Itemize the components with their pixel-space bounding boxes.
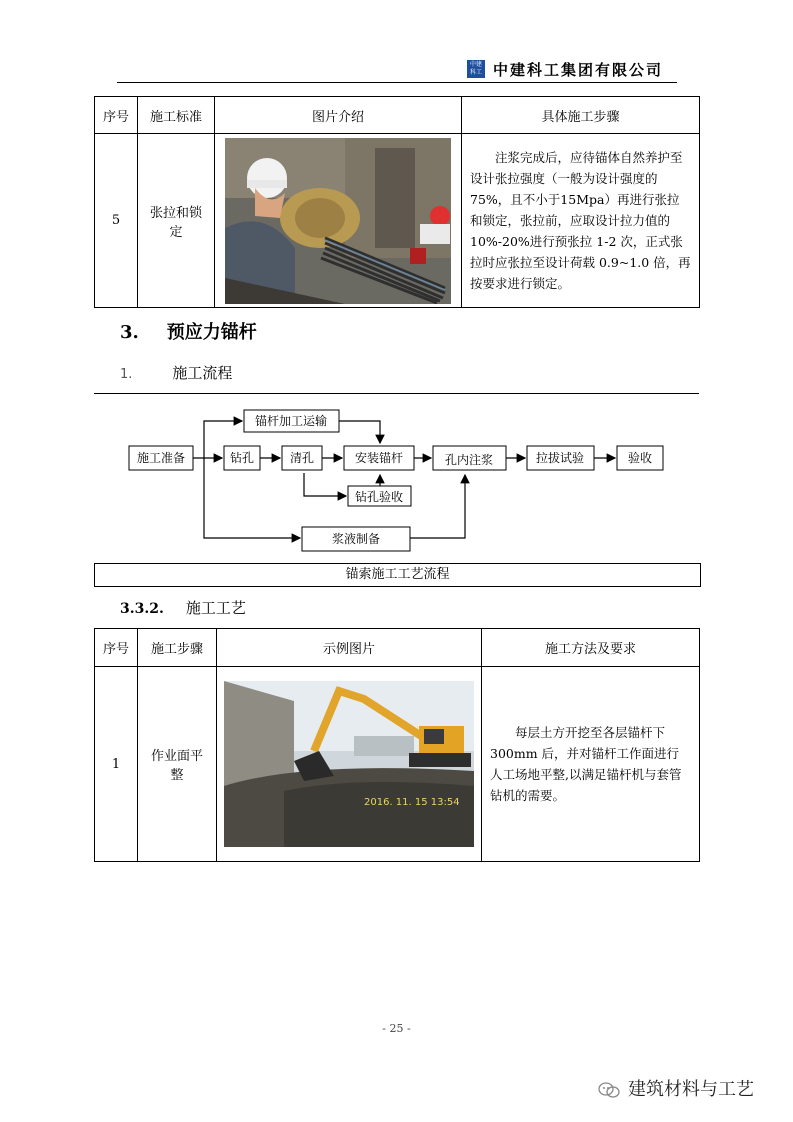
col-header-step: 施工步骤 — [138, 629, 217, 667]
flow-label-install: 安装锚杆 — [354, 451, 404, 465]
subsection-heading-flow — [120, 362, 232, 383]
standard-line1: 张拉和锁 — [149, 205, 202, 221]
tensioning-photo — [225, 138, 451, 304]
section-title: 预应力锚杆 — [166, 322, 257, 343]
row-step — [138, 667, 217, 862]
step-line1: 作业面平 — [150, 749, 203, 764]
flow-label-grout: 孔内注浆 — [444, 453, 494, 467]
col-header-no: 序号 — [95, 97, 138, 134]
watermark-text: 建筑材料与工艺 — [628, 1079, 754, 1100]
flow-label-accept: 验收 — [627, 451, 653, 465]
row-photo-cell — [217, 667, 482, 862]
flowchart — [94, 396, 699, 562]
subsection-title: 施工工艺 — [185, 599, 246, 617]
standard-line2: 定 — [169, 224, 183, 240]
company-name: 中建科工集团有限公司 — [493, 61, 664, 79]
logo-text-bottom: 科工 — [469, 69, 482, 76]
header-rule — [117, 82, 677, 83]
row-standard — [138, 134, 215, 308]
row-photo-cell — [215, 134, 462, 308]
flow-label-prep: 施工准备 — [136, 451, 186, 465]
process-table — [94, 628, 700, 862]
col-header-photo: 图片介绍 — [215, 97, 462, 134]
logo-text-top: 中建 — [469, 61, 482, 68]
excavator-photo — [224, 681, 474, 847]
flow-top-rule — [94, 393, 699, 394]
col-header-standard: 施工标准 — [138, 97, 215, 134]
row-no: 5 — [95, 134, 138, 308]
tension-table — [94, 96, 700, 308]
subsection-heading-process — [120, 597, 246, 618]
col-header-steps: 具体施工步骤 — [462, 97, 700, 134]
col-header-photo: 示例图片 — [217, 629, 482, 667]
row-steps: 注浆完成后，应待锚体自然养护至设计张拉强度（一般为设计强度的75%，且不小于15Mpa）再进行张拉和锁定，张拉前，应取设计拉力值的10%-20%进行预张拉 1-2 次，正式张拉时应张拉至设计荷载 0.9~1.0 倍，再按要求进行锁定。 — [462, 134, 700, 308]
flow-label-slurry: 浆液制备 — [331, 532, 381, 546]
page-number: - 25 - — [382, 1022, 411, 1035]
subsection-number: 1. — [120, 367, 133, 382]
col-header-method: 施工方法及要求 — [482, 629, 700, 667]
subsection-title: 施工流程 — [172, 364, 233, 382]
flow-label-drill: 钻孔 — [229, 451, 255, 465]
flow-caption: 锚索施工工艺流程 — [94, 563, 701, 587]
flow-label-clean: 清孔 — [289, 451, 315, 465]
company-logo — [467, 60, 485, 78]
row-method: 每层土方开挖至各层锚杆下300mm 后，并对锚杆工作面进行人工场地平整,以满足锚杆机与套管钻机的需要。 — [482, 667, 700, 862]
flow-label-pull: 拉拔试验 — [535, 451, 585, 465]
subsection-number: 3.3.2. — [120, 601, 164, 617]
col-header-no: 序号 — [95, 629, 138, 667]
section-number: 3. — [120, 322, 139, 343]
flow-label-hole-check: 钻孔验收 — [354, 490, 404, 504]
section-heading — [120, 318, 257, 344]
step-line2: 整 — [170, 768, 184, 783]
flow-label-transport: 锚杆加工运输 — [254, 414, 328, 428]
row-no: 1 — [95, 667, 138, 862]
wechat-icon — [598, 1082, 620, 1098]
photo-timestamp: 2016. 11. 15 13:54 — [364, 797, 460, 808]
watermark — [598, 1075, 754, 1101]
